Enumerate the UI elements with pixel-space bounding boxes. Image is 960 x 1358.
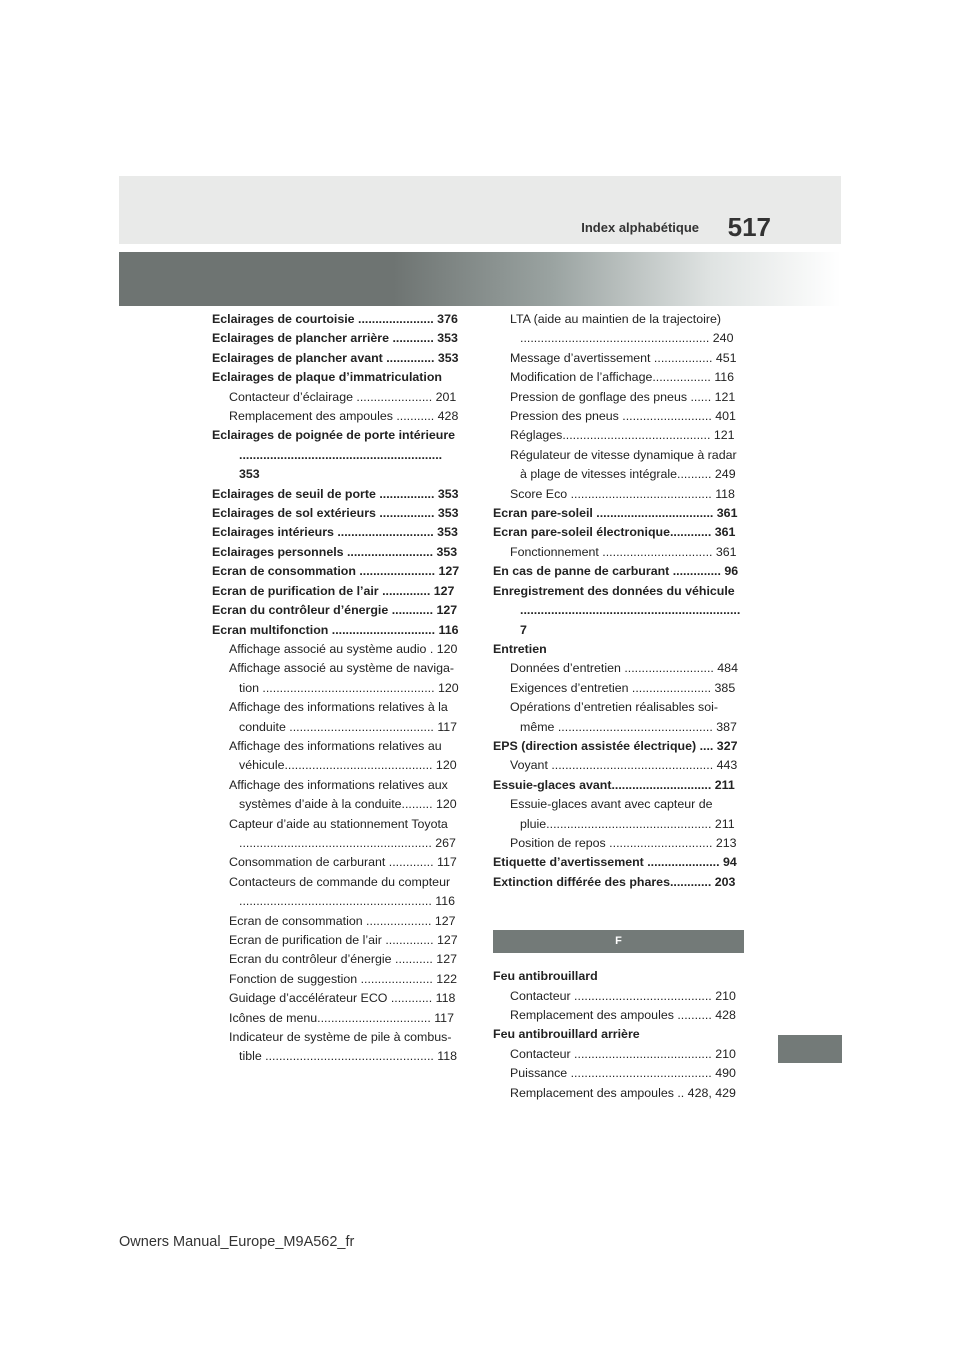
index-entry-continuation: véhicule........................................... 120 xyxy=(239,758,457,773)
index-entry-continuation: tible ................................................. 118 xyxy=(239,1049,458,1064)
index-sub-entry: Message d’avertissement ................. 451 xyxy=(510,350,737,365)
chapter-side-tab xyxy=(778,1035,842,1063)
index-main-entry: Ecran multifonction .............................. 116 xyxy=(212,622,459,637)
index-sub-entry: Indicateur de système de pile à combus- xyxy=(229,1030,452,1045)
index-sub-entry: Affichage associé au système de naviga- xyxy=(229,661,454,676)
index-entry-continuation: conduite .......................................... 117 xyxy=(239,719,458,734)
index-column-right xyxy=(493,310,744,1103)
index-main-entry: Ecran pare-soleil .................................. 361 xyxy=(493,506,738,521)
index-sub-entry: Score Eco ......................................... 118 xyxy=(510,486,735,501)
index-sub-entry: Remplacement des ampoules .......... 428 xyxy=(510,1008,736,1022)
index-sub-entry: Exigences d’entretien ....................... 385 xyxy=(510,680,736,695)
index-sub-entry: Contacteur d’éclairage ...................... 201 xyxy=(229,389,457,404)
index-sub-entry: Capteur d’aide au stationnement Toyota xyxy=(229,816,448,831)
index-column-left xyxy=(212,310,463,1067)
page-number: 517 xyxy=(727,212,771,242)
index-sub-entry: Opérations d’entretien réalisables soi- xyxy=(510,700,718,715)
index-entry-continuation: ........................................................ 267 xyxy=(239,835,456,850)
index-main-entry: Ecran de consommation ...................... 127 xyxy=(212,564,460,579)
index-main-entry: Feu antibrouillard xyxy=(493,969,598,984)
index-sub-entry: Réglages........................................... 121 xyxy=(510,428,735,443)
index-main-entry: Eclairages de poignée de porte intérieure xyxy=(212,428,456,443)
index-entry-continuation: à plage de vitesses intégrale.......... 249 xyxy=(520,467,736,482)
page-header xyxy=(119,176,841,244)
index-sub-entry: Guidage d’accélérateur ECO ............ 118 xyxy=(229,991,456,1006)
index-sub-entry: Contacteur ........................................ 210 xyxy=(510,988,736,1003)
index-sub-entry: Contacteurs de commande du compteur xyxy=(229,874,451,889)
index-main-entry: Eclairages de plaque d’immatriculation xyxy=(212,370,442,385)
index-sub-entry: Remplacement des ampoules ........... 428 xyxy=(229,409,459,424)
index-main-entry: Essuie-glaces avant............................. 211 xyxy=(493,777,735,792)
index-main-entry: Eclairages de sol extérieurs ................ 353 xyxy=(212,506,459,521)
index-sub-entry: Ecran de purification de l’air .............. 127 xyxy=(229,933,458,947)
index-main-entry: En cas de panne de carburant .............. 96 xyxy=(493,564,739,579)
index-sub-entry: Ecran du contrôleur d’énergie ........... 127 xyxy=(229,952,457,967)
index-sub-entry: Puissance ......................................... 490 xyxy=(510,1066,736,1081)
index-main-entry: Eclairages de plancher arrière ............ 353 xyxy=(212,331,458,346)
header-gradient-bar xyxy=(119,252,841,306)
index-sub-entry: Voyant ............................................... 443 xyxy=(510,758,738,773)
index-sub-entry: Données d’entretien .......................... 484 xyxy=(510,661,738,676)
index-main-entry: Entretien xyxy=(493,641,547,656)
index-entry-continuation: pluie................................................ 211 xyxy=(520,816,735,831)
index-sub-entry: Pression des pneus .......................... 401 xyxy=(510,409,736,424)
index-sub-entry: Régulateur de vitesse dynamique à radar xyxy=(510,447,737,462)
index-sub-entry: Position de repos .............................. 213 xyxy=(510,835,737,850)
index-sub-entry: Ecran de consommation ................... 127 xyxy=(229,913,456,928)
index-sub-entry: Essuie-glaces avant avec capteur de xyxy=(510,797,713,812)
index-main-entry: Eclairages personnels ......................... 353 xyxy=(212,544,458,559)
index-entry-continuation: même ............................................. 387 xyxy=(520,719,737,734)
index-entry-continuation: ........................................................ 116 xyxy=(239,894,455,909)
letter-section-header: F xyxy=(493,930,744,953)
index-sub-entry: Icônes de menu................................. 117 xyxy=(229,1010,454,1025)
index-main-entry: Eclairages de courtoisie ...................... 376 xyxy=(212,312,458,326)
index-sub-entry: Affichage associé au système audio . 120 xyxy=(229,641,458,656)
spacer xyxy=(493,892,744,930)
index-entry-continuation: systèmes d’aide à la conduite......... 120 xyxy=(239,797,457,812)
index-sub-entry: LTA (aide au maintien de la trajectoire) xyxy=(510,312,721,326)
index-main-entry: Ecran de purification de l’air .............. 127 xyxy=(212,583,455,598)
index-main-entry: Feu antibrouillard arrière xyxy=(493,1027,640,1042)
document-footer: Owners Manual_Europe_M9A562_fr xyxy=(119,1234,355,1250)
index-main-entry: ........................................................... 353 xyxy=(239,447,443,482)
index-entry-continuation: ....................................................... 240 xyxy=(520,331,734,346)
index-main-entry: ................................................................ 7 xyxy=(520,603,741,637)
index-sub-entry: Modification de l’affichage................. 116 xyxy=(510,370,735,385)
index-sub-entry: Affichage des informations relatives au xyxy=(229,738,442,753)
index-main-entry: Eclairages intérieurs ............................ 353 xyxy=(212,525,458,540)
index-sub-entry: Remplacement des ampoules .. 428, 429 xyxy=(510,1085,736,1100)
index-main-entry: Etiquette d’avertissement ..................... 94 xyxy=(493,855,737,870)
index-sub-entry: Pression de gonflage des pneus ...... 121 xyxy=(510,389,736,404)
index-main-entry: Enregistrement des données du véhicule xyxy=(493,583,735,598)
index-entry-continuation: tion .................................................. 120 xyxy=(239,680,459,695)
index-sub-entry: Affichage des informations relatives à la xyxy=(229,700,448,715)
index-sub-entry: Affichage des informations relatives aux xyxy=(229,777,448,792)
index-sub-entry: Contacteur ........................................ 210 xyxy=(510,1046,736,1061)
index-main-entry: Extinction différée des phares............ 203 xyxy=(493,874,736,889)
index-main-entry: Eclairages de seuil de porte ................ 353 xyxy=(212,486,459,501)
section-title: Index alphabétique xyxy=(581,220,699,235)
index-main-entry: Ecran pare-soleil électronique............ 361 xyxy=(493,525,736,540)
index-sub-entry: Fonctionnement ................................ 361 xyxy=(510,544,737,559)
index-main-entry: Ecran du contrôleur d’énergie ............ 127 xyxy=(212,603,458,618)
index-sub-entry: Fonction de suggestion ..................... 122 xyxy=(229,971,457,986)
index-main-entry: Eclairages de plancher avant .............. 353 xyxy=(212,350,459,365)
spacer xyxy=(493,953,744,967)
index-sub-entry: Consommation de carburant ............. 117 xyxy=(229,855,457,870)
index-main-entry: EPS (direction assistée électrique) .... 327 xyxy=(493,738,738,753)
